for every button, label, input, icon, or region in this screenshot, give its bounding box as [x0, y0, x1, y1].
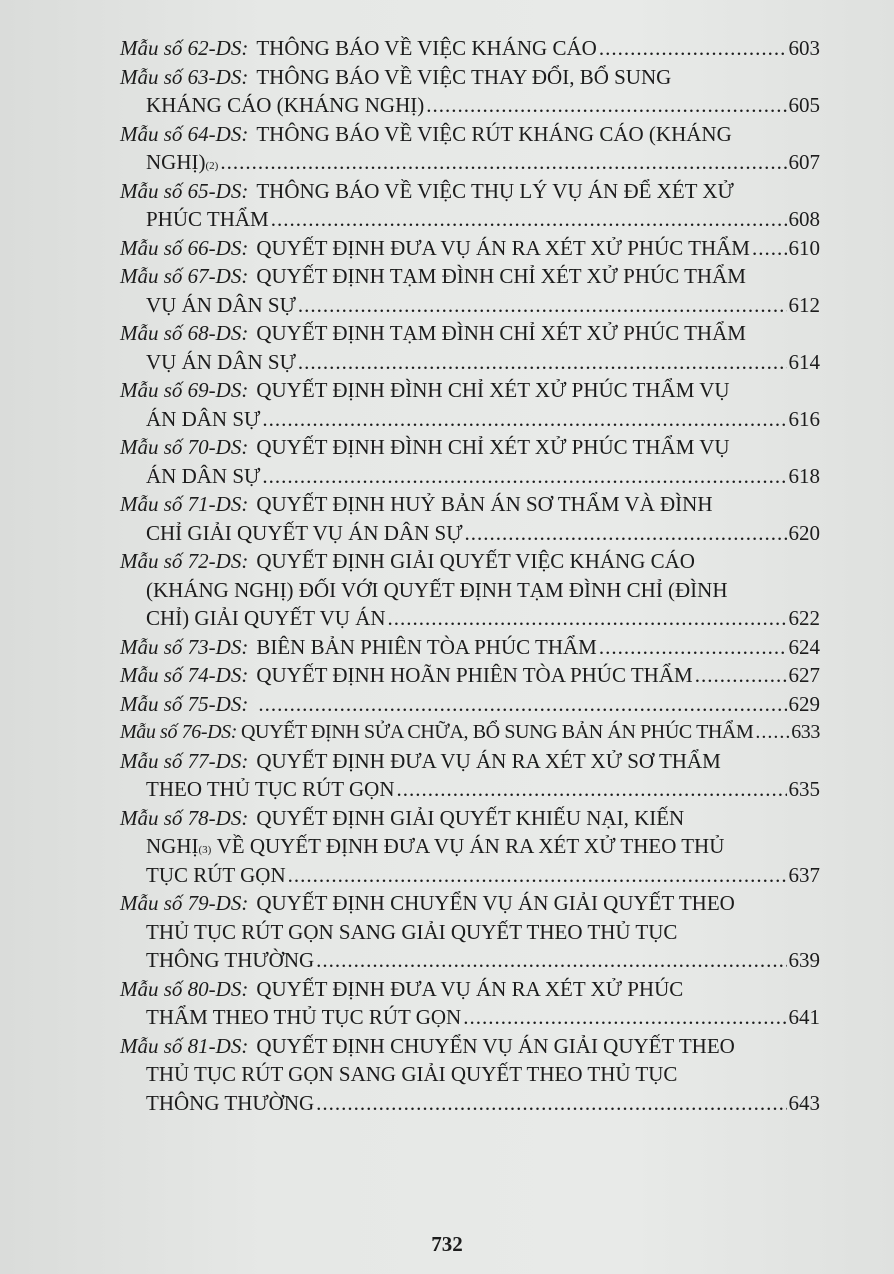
entry-title-cont: THÔNG THƯỜNG — [146, 948, 315, 972]
page-number: 732 — [431, 1232, 463, 1256]
page-ref: 603 — [788, 36, 820, 60]
entry-title: THÔNG BÁO VỀ VIỆC RÚT KHÁNG CÁO (KHÁNG — [256, 121, 732, 146]
toc-line — [120, 918, 820, 947]
toc-line — [120, 946, 820, 975]
toc-line — [120, 291, 820, 320]
page-ref: 620 — [788, 520, 820, 545]
toc-line — [120, 889, 820, 918]
toc-entry-74 — [120, 661, 820, 690]
dot-leader — [388, 604, 787, 633]
toc-line — [120, 576, 820, 605]
dot-leader — [316, 946, 786, 975]
entry-title-cont: CHỈ) GIẢI QUYẾT VỤ ÁN — [146, 606, 386, 630]
toc-line — [120, 376, 820, 405]
page-ref: 608 — [788, 207, 820, 231]
dot-leader — [288, 861, 787, 890]
toc-line — [120, 1060, 820, 1089]
toc-entry-81 — [120, 1032, 820, 1118]
entry-title: QUYẾT ĐỊNH HOÃN PHIÊN TÒA PHÚC THẨM — [256, 663, 693, 687]
entry-title: QUYẾT ĐỊNH ĐÌNH CHỈ XÉT XỬ PHÚC THẨM VỤ — [256, 435, 730, 459]
form-number: Mẫu số 67-DS: — [120, 264, 249, 288]
form-number: Mẫu số 77-DS: — [120, 748, 249, 773]
toc-line — [120, 462, 820, 491]
entry-title: THÔNG BÁO VỀ VIỆC THỤ LÝ VỤ ÁN ĐỂ XÉT XỬ — [256, 178, 734, 203]
page-ref: 643 — [788, 1090, 820, 1115]
toc-line — [120, 804, 820, 833]
toc-entry-65 — [120, 177, 820, 234]
entry-title: QUYẾT ĐỊNH HUỶ BẢN ÁN SƠ THẨM VÀ ĐÌNH — [256, 492, 713, 516]
form-number: Mẫu số 69-DS: — [120, 378, 249, 402]
toc-entry-64 — [120, 120, 820, 177]
toc-entry-62 — [120, 34, 820, 63]
entry-title: QUYẾT ĐỊNH ĐƯA VỤ ÁN RA XÉT XỬ PHÚC — [256, 976, 684, 1001]
entry-title-cont: ÁN DÂN SỰ — [146, 463, 261, 488]
entry-title: QUYẾT ĐỊNH TẠM ĐÌNH CHỈ XÉT XỬ PHÚC THẨM — [256, 264, 746, 288]
entry-title: QUYẾT ĐỊNH ĐÌNH CHỈ XÉT XỬ PHÚC THẨM VỤ — [256, 378, 730, 402]
toc-line — [120, 690, 820, 719]
toc-entry-71 — [120, 490, 820, 547]
toc-line — [120, 1032, 820, 1061]
form-number: Mẫu số 66-DS: — [120, 235, 249, 260]
page-ref: 633 — [791, 721, 820, 743]
toc-line — [120, 519, 820, 548]
dot-leader — [271, 205, 787, 234]
toc-line — [120, 433, 820, 462]
entry-title: QUYẾT ĐỊNH ĐƯA VỤ ÁN RA XÉT XỬ SƠ THẨM — [256, 748, 721, 773]
dot-leader — [463, 1003, 786, 1032]
dot-leader — [752, 234, 787, 263]
toc-entry-75 — [120, 690, 820, 719]
toc-line — [120, 234, 820, 263]
toc-line — [120, 120, 820, 149]
toc-entry-66 — [120, 234, 820, 263]
toc-line — [120, 319, 820, 348]
dot-leader — [262, 462, 786, 491]
entry-title-cont: NGHỊ) — [146, 150, 206, 174]
page-ref: 627 — [788, 663, 820, 687]
page-ref: 637 — [788, 862, 820, 887]
toc-entry-68 — [120, 319, 820, 376]
toc-entry-63 — [120, 63, 820, 120]
entry-title-cont: VỀ QUYẾT ĐỊNH ĐƯA VỤ ÁN RA XÉT XỬ THEO THỦ — [216, 834, 725, 858]
toc-line — [120, 63, 820, 92]
entry-title: QUYẾT ĐỊNH SỬA CHỮA, BỔ SUNG BẢN ÁN PHÚC THẨM — [241, 721, 754, 743]
dot-leader — [695, 661, 787, 690]
toc-entry-78 — [120, 804, 820, 890]
toc-line — [120, 661, 820, 690]
toc-line — [120, 348, 820, 377]
toc-line — [120, 747, 820, 776]
toc-line — [120, 262, 820, 291]
entry-title: QUYẾT ĐỊNH TẠM ĐÌNH CHỈ XÉT XỬ PHÚC THẨM — [256, 321, 746, 345]
dot-leader — [397, 775, 787, 804]
page-ref: 614 — [788, 349, 820, 374]
toc-line — [120, 177, 820, 206]
form-number: Mẫu số 76-DS: — [120, 721, 238, 743]
form-number: Mẫu số 78-DS: — [120, 805, 249, 830]
form-number: Mẫu số 70-DS: — [120, 435, 249, 459]
dot-leader — [316, 1089, 786, 1118]
entry-title: THÔNG BÁO VỀ VIỆC THAY ĐỔI, BỔ SUNG — [256, 64, 672, 89]
toc-entry-79 — [120, 889, 820, 975]
dot-leader — [755, 718, 789, 747]
form-number: Mẫu số 80-DS: — [120, 976, 249, 1001]
form-number: Mẫu số 73-DS: — [120, 634, 249, 659]
page-ref: 629 — [788, 691, 820, 716]
entry-title: BIÊN BẢN PHIÊN TÒA PHÚC THẨM — [256, 634, 597, 659]
toc-line — [120, 604, 820, 633]
dot-leader — [599, 34, 787, 63]
dot-leader — [262, 405, 786, 434]
entry-title-cont: THỦ TỤC RÚT GỌN SANG GIẢI QUYẾT THEO THỦ TỤC — [146, 919, 678, 944]
toc-line: NGHỊ (3) VỀ QUYẾT ĐỊNH ĐƯA VỤ ÁN RA XÉT XỬ THEO THỦ — [120, 832, 820, 861]
form-number: Mẫu số 62-DS: — [120, 36, 249, 60]
toc-line — [120, 861, 820, 890]
toc-line — [120, 633, 820, 662]
form-number: Mẫu số 63-DS: — [120, 64, 249, 89]
toc-line — [120, 34, 820, 63]
page-ref: 610 — [788, 235, 820, 260]
page-ref: 605 — [788, 93, 820, 117]
toc-line — [120, 1003, 820, 1032]
entry-title-cont: THỦ TỤC RÚT GỌN SANG GIẢI QUYẾT THEO THỦ TỤC — [146, 1062, 678, 1086]
toc-line — [120, 91, 820, 120]
dot-leader — [426, 91, 786, 120]
page-ref: 616 — [788, 406, 820, 431]
toc-entry-72 — [120, 547, 820, 633]
page-ref: 641 — [788, 1005, 820, 1029]
entry-title-cont: ÁN DÂN SỰ — [146, 406, 261, 431]
entry-title: QUYẾT ĐỊNH GIẢI QUYẾT VIỆC KHÁNG CÁO — [256, 549, 695, 573]
toc-entry-67 — [120, 262, 820, 319]
page-ref: 624 — [788, 634, 820, 659]
page-ref: 612 — [788, 292, 820, 317]
toc-line — [120, 405, 820, 434]
dot-leader — [298, 348, 787, 377]
form-number: Mẫu số 64-DS: — [120, 121, 249, 146]
toc-line — [120, 975, 820, 1004]
dot-leader — [298, 291, 787, 320]
toc-line — [120, 718, 820, 747]
entry-title-cont: (KHÁNG NGHỊ) ĐỐI VỚI QUYẾT ĐỊNH TẠM ĐÌNH CHỈ (ĐÌNH — [146, 577, 728, 602]
dot-leader — [465, 519, 787, 548]
toc-line — [120, 490, 820, 519]
form-number: Mẫu số 74-DS: — [120, 663, 249, 687]
page-ref: 639 — [788, 948, 820, 972]
form-number: Mẫu số 81-DS: — [120, 1033, 249, 1058]
dot-leader — [220, 148, 786, 177]
entry-title-cont: THÔNG THƯỜNG — [146, 1090, 315, 1115]
dot-leader — [258, 690, 786, 719]
entry-title-cont: TỤC RÚT GỌN — [146, 862, 286, 887]
form-number: Mẫu số 65-DS: — [120, 178, 249, 203]
table-of-contents — [0, 34, 894, 1117]
toc-entry-70 — [120, 433, 820, 490]
entry-title-cont: PHÚC THẨM — [146, 207, 269, 231]
form-number: Mẫu số 75-DS: — [120, 691, 249, 716]
toc-entry-80 — [120, 975, 820, 1032]
entry-title: QUYẾT ĐỊNH CHUYỂN VỤ ÁN GIẢI QUYẾT THEO — [256, 891, 735, 915]
toc-line — [120, 775, 820, 804]
dot-leader — [599, 633, 787, 662]
form-number: Mẫu số 79-DS: — [120, 891, 249, 915]
toc-line — [120, 1089, 820, 1118]
page-ref: 635 — [788, 777, 820, 801]
toc-entry-76 — [120, 718, 820, 747]
entry-title: QUYẾT ĐỊNH ĐƯA VỤ ÁN RA XÉT XỬ PHÚC THẨM — [256, 235, 750, 260]
entry-title: QUYẾT ĐỊNH CHUYỂN VỤ ÁN GIẢI QUYẾT THEO — [256, 1033, 735, 1058]
entry-title-cont: CHỈ GIẢI QUYẾT VỤ ÁN DÂN SỰ — [146, 520, 463, 545]
page-ref: 622 — [788, 606, 820, 630]
form-number: Mẫu số 72-DS: — [120, 549, 249, 573]
toc-entry-73 — [120, 633, 820, 662]
entry-title-cont: VỤ ÁN DÂN SỰ — [146, 292, 296, 317]
form-number: Mẫu số 68-DS: — [120, 321, 249, 345]
toc-line — [120, 547, 820, 576]
entry-title-cont: KHÁNG CÁO (KHÁNG NGHỊ) — [146, 93, 425, 117]
entry-title-cont: THEO THỦ TỤC RÚT GỌN — [146, 777, 395, 801]
entry-title-cont: VỤ ÁN DÂN SỰ — [146, 349, 296, 374]
page-ref: 618 — [788, 463, 820, 488]
page-ref: 607 — [788, 150, 820, 174]
toc-line: NGHỊ) (2) ..... 607 — [120, 148, 820, 177]
toc-line — [120, 205, 820, 234]
entry-title: QUYẾT ĐỊNH GIẢI QUYẾT KHIẾU NẠI, KIẾN — [256, 805, 685, 830]
entry-title: THÔNG BÁO VỀ VIỆC KHÁNG CÁO — [256, 36, 597, 60]
entry-title-cont: THẨM THEO THỦ TỤC RÚT GỌN — [146, 1005, 462, 1029]
toc-entry-69 — [120, 376, 820, 433]
form-number: Mẫu số 71-DS: — [120, 492, 249, 516]
toc-entry-77 — [120, 747, 820, 804]
